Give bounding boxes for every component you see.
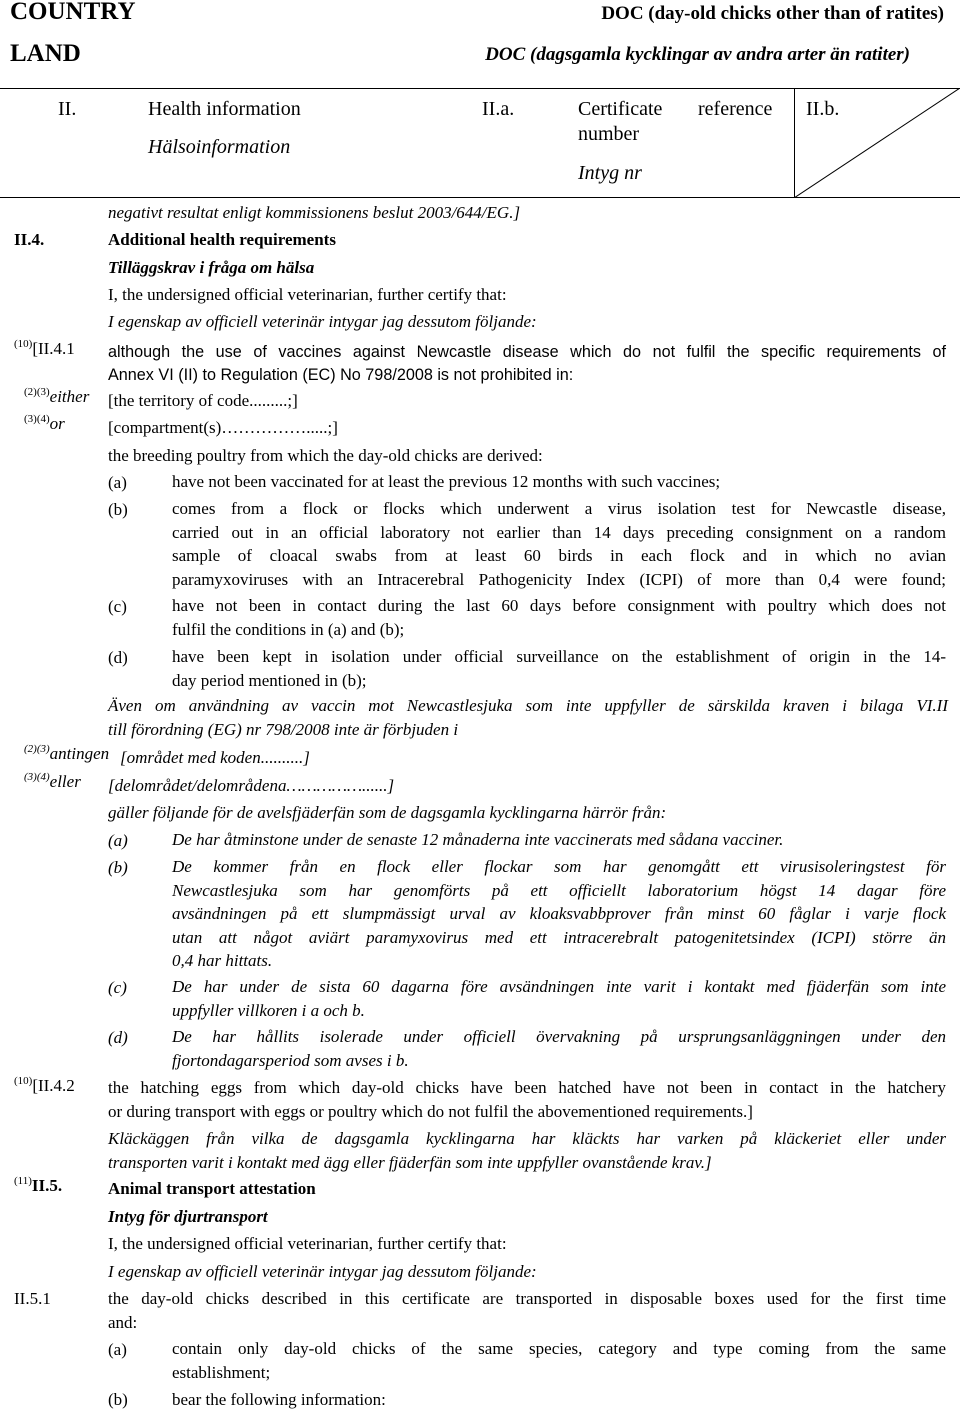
land-label: LAND xyxy=(10,40,81,67)
sv-item-d-text: De har hållits isolerade under officiell övervakning på ursprungsanläggningen under den fjortondagarsperiod som avses i b. xyxy=(172,1027,946,1070)
s4-title-sv: Tilläggskrav i fråga om hälsa xyxy=(108,258,315,277)
s51-text: the day-old chicks described in this certificate are transported in disposable boxes used for the first time and: xyxy=(108,1289,946,1332)
s42-text-sv: Kläckäggen från vilka de dagsgamla kycklingarna har kläckts har varken på kläckeriet eller under transporten varit i kontakt med ägg eller fjäderfän som inte uppfyller ovanstående krav.] xyxy=(108,1129,946,1172)
breeding-intro: the breeding poultry from which the day-old chicks are derived: xyxy=(108,446,543,465)
sv-item-a-label: (a) xyxy=(108,831,128,850)
s51-number: II.5.1 xyxy=(14,1289,51,1308)
doc-title-en: DOC (day-old chicks other than of ratites) xyxy=(601,3,944,24)
or-label: $^{(3)(4)}$or xyxy=(24,413,65,433)
en-item-c-text: have not been in contact during the last 60 days before consignment with poultry which does not fulfil the conditions in (a) and (b); xyxy=(172,596,946,639)
antingen-text: [området med koden..........] xyxy=(120,748,310,767)
section-number: II. xyxy=(58,98,77,120)
or-text: [compartment(s)…………….....;] xyxy=(108,418,338,437)
sv-item-a-text: De har åtminstone under de senaste 12 månaderna inte vaccinerats med sådana vacciner. xyxy=(172,830,784,849)
sv-item-b-text: De kommer från en flock eller flockar som har genomgått ett virusisoleringstest för Newcastlesjuka som har genomförts på ett officiellt laboratorium högst 14 dagar före avsändningen på ett slumpmässigt urval av kloaksvabbprover från minst 60 fåglar i varje flock utan att något aviärt paramyxovirus med ett intracerebralt patogenitetsindex (ICPI) större än 0,4 har hittats. xyxy=(172,857,946,970)
cert-ref-sv: Intyg nr xyxy=(578,162,642,184)
health-info-title: Health information xyxy=(148,98,301,120)
sv-breeding: gäller följande för de avelsfjäderfän som de dagsgamla kycklingarna härrör från: xyxy=(108,803,667,822)
s41-line-1: although the use of vaccines against Newcastle disease which do not fulfil the specific requirements of xyxy=(108,343,946,361)
en-item-a-label: (a) xyxy=(108,473,127,492)
sv-item-c-text: De har under de sista 60 dagarna före avsändningen inte varit i kontakt med fjäderfän som inte uppfyller villkoren i a och b. xyxy=(172,977,946,1020)
health-info-title-sv: Hälsoinformation xyxy=(148,136,291,158)
cert-ref-number-word: number xyxy=(578,123,640,145)
en-item-b-label: (b) xyxy=(108,500,128,519)
cert-ref-number-label: II.a. xyxy=(482,98,515,120)
s4-certify-en: I, the undersigned official veterinarian, further certify that: xyxy=(108,285,507,304)
s5-certify-en: I, the undersigned official veterinarian, further certify that: xyxy=(108,1234,507,1253)
en-item-d-label: (d) xyxy=(108,648,128,667)
en-item-c-label: (c) xyxy=(108,597,127,616)
cert-ref-label: Certificate xyxy=(578,98,663,120)
s51-item-b-label: (b) xyxy=(108,1390,128,1409)
s5-title-sv: Intyg för djurtransport xyxy=(108,1207,268,1226)
s4-title: Additional health requirements xyxy=(108,230,336,249)
iib-label: II.b. xyxy=(806,98,840,120)
s5-title: Animal transport attestation xyxy=(108,1179,316,1198)
previous-line: negativt resultat enligt kommissionens beslut 2003/644/EG.] xyxy=(108,203,521,222)
s51-item-a-label: (a) xyxy=(108,1340,127,1359)
en-item-d-text: have been kept in isolation under official surveillance on the establishment of origin in the 14- day period mentioned in (b); xyxy=(172,647,946,690)
s42-text: the hatching eggs from which day-old chicks have been hatched have not been in contact in the hatchery or during transport with eggs or poultry which do not fulfil the abovementioned requirements.] xyxy=(108,1078,946,1121)
eller-text: [delområdet/delområdena……………......] xyxy=(108,776,395,795)
en-item-a-text: have not been vaccinated for at least the previous 12 months with such vaccines; xyxy=(172,472,721,491)
s51-item-b-text: bear the following information: xyxy=(172,1390,386,1409)
s41-line-2: Annex VI (II) to Regulation (EC) No 798/2008 is not prohibited in: xyxy=(108,366,574,384)
country-label: COUNTRY xyxy=(10,0,136,25)
sv-item-b-label: (b) xyxy=(108,858,128,877)
s4-number: II.4. xyxy=(14,230,45,249)
en-item-b-text: comes from a flock or flocks which underwent a virus isolation test for Newcastle disease, carried out in an official laboratory not earlier than 14 days preceding consignment on a random sample of cloacal swabs from at least 60 birds in each flock and in which no avian paramyxoviruses with an Intracerebral Pathogenicity Index (ICPI) of more than 0,4 were found; xyxy=(172,499,946,589)
s4-certify-sv: I egenskap av officiell veterinär intygar jag dessutom följande: xyxy=(108,312,537,331)
doc-title-sv: DOC (dagsgamla kycklingar av andra arter än ratiter) xyxy=(485,44,910,65)
s42-ref: $^{(10)}$[II.4.2 xyxy=(14,1075,75,1095)
s5-certify-sv: I egenskap av officiell veterinär intygar jag dessutom följande: xyxy=(108,1262,537,1281)
s41-ref: $^{(10)}$[II.4.1 xyxy=(14,338,75,358)
s5-ref: $^{(11)}$II.5. xyxy=(14,1175,63,1195)
cert-ref-label-2: reference xyxy=(698,98,773,120)
s51-item-a-text: contain only day-old chicks of the same species, category and type coming from the same establishment; xyxy=(172,1339,946,1382)
sv-intro: Även om användning av vaccin mot Newcastlesjuka som inte uppfyller de särskilda kraven i bilaga VI.II till förordning (EG) nr 798/2008 inte är förbjuden i xyxy=(108,696,948,739)
antingen-label: $^{(2)(3)}$antingen xyxy=(24,743,110,763)
eller-label: $^{(3)(4)}$eller xyxy=(24,771,81,791)
either-text: [the territory of code.........;] xyxy=(108,391,298,410)
sv-item-d-label: (d) xyxy=(108,1028,128,1047)
either-label: $^{(2)(3)}$either xyxy=(24,386,90,406)
s41-text xyxy=(108,341,946,387)
sv-item-c-label: (c) xyxy=(108,978,127,997)
